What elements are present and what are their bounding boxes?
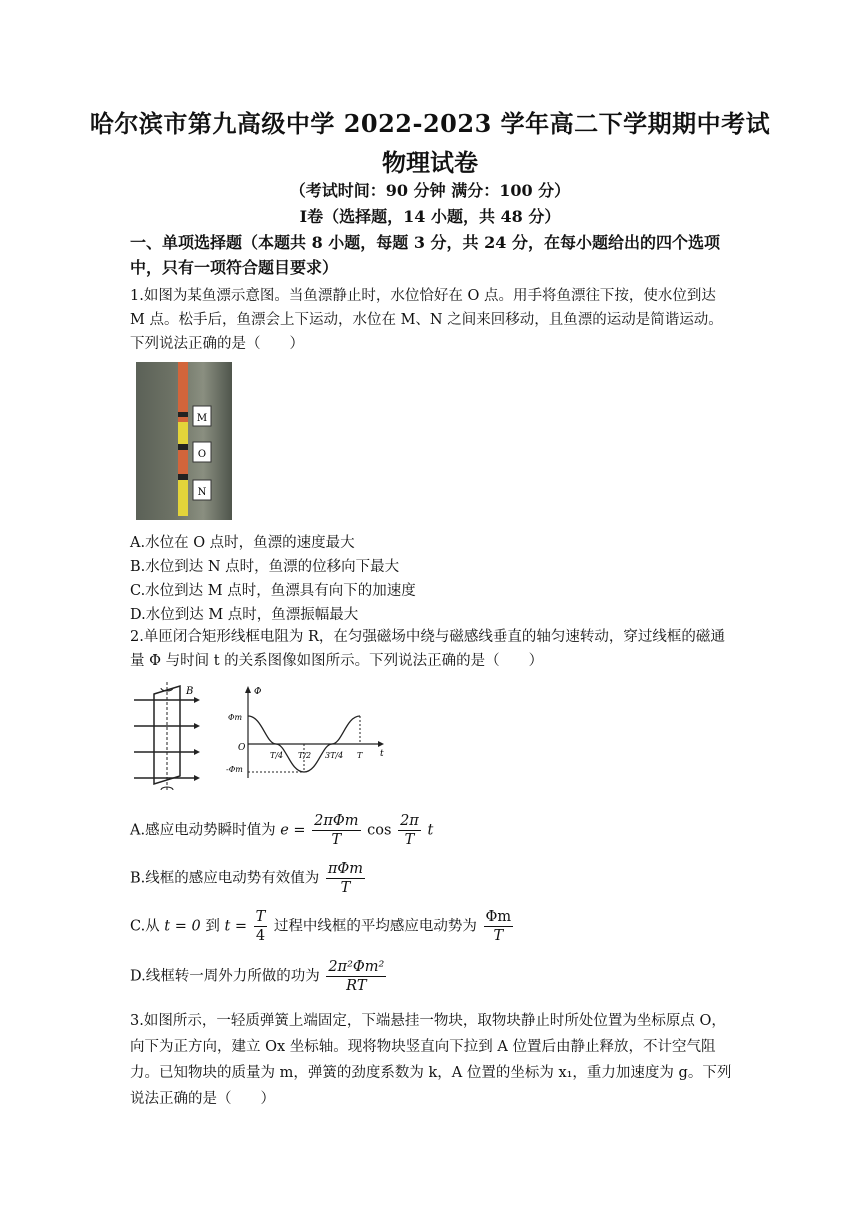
- q2-option-b-frac-den: T: [340, 880, 351, 896]
- q2-option-a-frac1: [312, 812, 360, 849]
- q2-option-a-t: t: [427, 822, 434, 839]
- q2-option-b-prefix: B.线框的感应电动势有效值为: [130, 870, 320, 887]
- q1-option-a: A.水位在 O 点时，鱼漂的速度最大: [130, 535, 355, 551]
- exam-subject: 物理试卷: [382, 148, 478, 177]
- q2-option-c-frac1-den: 4: [255, 928, 266, 944]
- y-tick-min: -Φm: [226, 765, 243, 774]
- q2-option-b-frac: [326, 860, 365, 897]
- q2-option-c-frac1-num: T: [255, 909, 266, 925]
- q1-option-c: C.水位到达 M 点时，鱼漂具有向下的加速度: [130, 583, 416, 599]
- x-axis-label: t: [380, 749, 384, 759]
- fishing-float-figure: [136, 362, 232, 520]
- q2-option-c-frac2-den: T: [493, 928, 504, 944]
- q1-option-b: B.水位到达 N 点时，鱼漂的位移向下最大: [130, 559, 400, 575]
- x-tick-quarter: T/4: [270, 751, 284, 760]
- origin-label: O: [238, 743, 246, 753]
- q2-option-c-prefix: C.从: [130, 918, 160, 935]
- q2-option-b-frac-num: πΦm: [327, 861, 364, 877]
- q2-option-c-to: 到: [205, 918, 220, 935]
- q2-option-a-frac1-den: T: [331, 832, 342, 848]
- q2-stem: 2.单匝闭合矩形线框电阻为 R，在匀强磁场中绕与磁感线垂直的轴匀速转动，穿过线框的磁通量 Φ 与时间 t 的关系图像如图所示。下列说法正确的是（ ）: [130, 629, 725, 669]
- part-heading: Ⅰ卷（选择题，14 小题，共 48 分）: [299, 207, 561, 226]
- fishing-float-photo: [136, 362, 232, 520]
- q2-option-d-prefix: D.线框转一周外力所做的功为: [130, 968, 320, 985]
- x-tick-full: T: [357, 751, 363, 760]
- section1-heading: 一、单项选择题（本题共 8 小题，每题 3 分，共 24 分，在每小题给出的四个选项中，只有一项符合题目要求）: [130, 233, 720, 277]
- q2-option-d-frac: [326, 958, 386, 995]
- q1-stem: 1.如图为某鱼漂示意图。当鱼漂静止时，水位恰好在 O 点。用手将鱼漂往下按，使水位到达 M 点。松手后，鱼漂会上下运动，水位在 M、N 之间来回移动，且鱼漂的运动是简谐运动。下列说法正确的是（ ）: [130, 288, 723, 352]
- q1-option-d: D.水位到达 M 点时，鱼漂振幅最大: [130, 607, 359, 623]
- y-axis-label: Φ: [254, 687, 262, 697]
- q2-option-a-lhs: e =: [280, 822, 306, 839]
- q2-option-d-frac-den: RT: [346, 978, 367, 994]
- y-tick-max: Φm: [228, 713, 243, 722]
- q2-option-a-cos: cos: [367, 822, 392, 839]
- q2-option-a-frac2-num: 2π: [400, 813, 419, 829]
- q2-option-a-frac2: [398, 812, 421, 849]
- q2-option-c-frac2-num: Φm: [485, 909, 512, 925]
- label-N: N: [197, 487, 207, 498]
- rotating-coil-figure: [128, 680, 208, 800]
- q2-option-d: [130, 958, 388, 995]
- label-O: O: [197, 449, 207, 460]
- q2-option-c-frac1: [254, 908, 268, 945]
- q2-option-c: [130, 908, 515, 945]
- x-tick-half: T/2: [298, 751, 312, 760]
- q2-option-c-t1: t =: [224, 918, 248, 935]
- q2-option-a-prefix: A.感应电动势瞬时值为: [130, 822, 276, 839]
- q2-option-a: [130, 812, 433, 849]
- exam-title: 哈尔滨市第九高级中学 2022-2023 学年高二下学期期中考试: [89, 109, 771, 138]
- field-label: B: [186, 686, 194, 697]
- q2-option-c-mid: 过程中线框的平均感应电动势为: [273, 918, 477, 935]
- q2-option-c-t0: t = 0: [164, 918, 201, 935]
- label-M: M: [196, 413, 208, 424]
- q2-option-a-frac1-num: 2πΦm: [314, 813, 359, 829]
- q3-stem: 3.如图所示，一轻质弹簧上端固定，下端悬挂一物块，取物块静止时所处位置为坐标原点 O，向下为正方向，建立 Ox 坐标轴。现将物块竖直向下拉到 A 位置后由静止释放，不计空气阻力。已知物块的质量为 m，弹簧的劲度系数为 k，A 位置的坐标为 x₁，重力加速度为 g。下列说法正确的是（ ）: [130, 1013, 732, 1107]
- q2-option-a-frac2-den: T: [404, 832, 415, 848]
- q2-option-c-frac2: [484, 908, 514, 945]
- exam-info: （考试时间：90 分钟 满分：100 分）: [289, 181, 571, 200]
- flux-time-graph: [228, 684, 388, 784]
- q2-option-d-frac-num: 2π²Φm²: [328, 959, 385, 975]
- q2-option-b: [130, 860, 367, 897]
- x-tick-three-quarter: 3T/4: [325, 751, 344, 760]
